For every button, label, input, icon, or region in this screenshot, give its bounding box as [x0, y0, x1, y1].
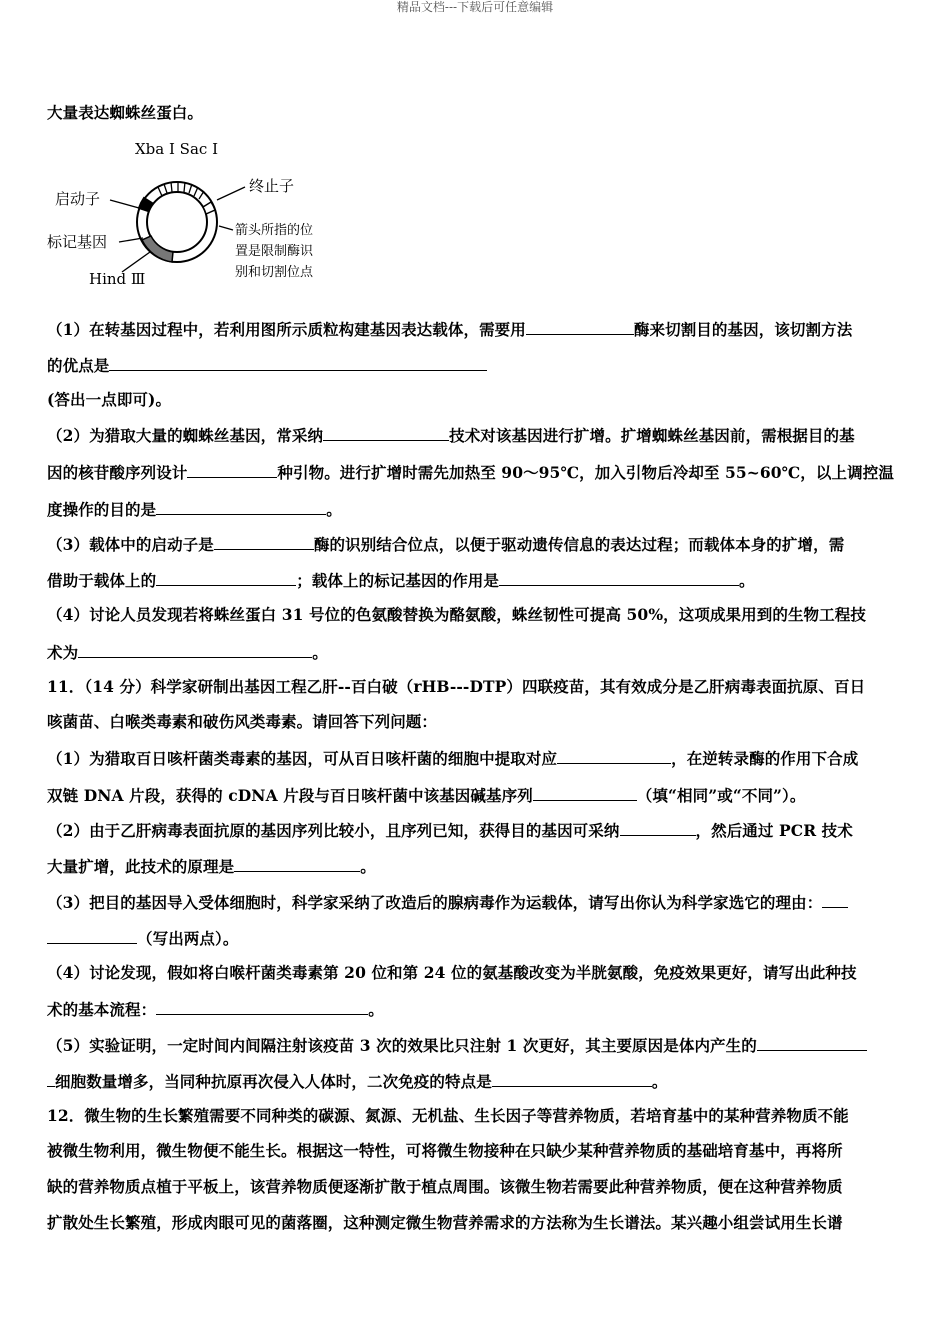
page-header: 精品文档---下载后可任意编辑 — [396, 0, 554, 14]
q11-p2-line1: （2）由于乙肝病毒表面抗原的基因序列比较小，且序列已知，获得目的基因可采纳 ，然后通过 PCR 技术 — [47, 821, 853, 840]
blank — [47, 1070, 55, 1087]
q10-p2-line1: （2）为猎取大量的蜘蛛丝基因，常采纳 技术对该基因进行扩增。扩增蜘蛛丝基因前，需根据目的基 — [47, 426, 855, 445]
q10-p1-line2: 的优点是 — [47, 354, 487, 377]
plasmid-diagram — [47, 134, 347, 294]
blank — [47, 927, 137, 944]
q10-p3-line1: （3）载体中的启动子是 酶的识别结合位点，以便于驱动遗传信息的表达过程；而载体本身的扩增，需 — [47, 535, 845, 554]
q11-p4-line2: 术的基本流程： 。 — [47, 1000, 384, 1019]
blank — [557, 747, 671, 764]
diagram-promoter-label: 启动子 — [55, 190, 101, 208]
blank — [499, 569, 739, 586]
intro-text: 大量表达蜘蛛丝蛋白。 — [47, 103, 204, 122]
q12-line2: 被微生物利用，微生物便不能生长。根据这一特性，可将微生物接种在只缺少某种营养物质的基础培育基中，再将所 — [47, 1141, 843, 1160]
diagram-terminator-label: 终止子 — [249, 177, 295, 195]
q10-p4-line2: 术为 。 — [47, 643, 328, 662]
diagram-note-2: 置是限制酶识 — [235, 244, 314, 259]
blank — [234, 855, 360, 872]
diagram-hind-label: Hind Ⅲ — [89, 270, 146, 288]
blank — [78, 641, 312, 658]
blank — [822, 891, 848, 908]
q11-p4-line1: （4）讨论发现，假如将白喉杆菌类毒素第 20 位和第 24 位的氨基酸改变为半胱氨酸，免疫效果更好，请写出此种技 — [47, 963, 857, 982]
diagram-enzymes-label: Xba I Sac I — [135, 140, 218, 158]
blank — [187, 461, 277, 478]
q10-p1-line1: （1）在转基因过程中，若利用图所示质粒构建基因表达载体，需要用 酶来切割目的基因，该切割方法 — [47, 320, 853, 339]
diagram-note-1: 箭头所指的位 — [235, 223, 314, 238]
q10-p1-line3: (答出一点即可)。 — [47, 390, 172, 409]
blank — [533, 784, 637, 801]
blank — [214, 533, 314, 550]
diagram-pointers — [110, 187, 245, 272]
q12-line3: 缺的营养物质点植于平板上，该营养物质便逐渐扩散于植点周围。该微生物若需要此种营养物质，便在这种营养物质 — [47, 1177, 843, 1196]
q10-p3-line2: 借助于载体上的 ；载体上的标记基因的作用是 。 — [47, 571, 755, 590]
diagram-marker-label: 标记基因 — [47, 233, 108, 251]
q12-line4: 扩散处生长繁殖，形成肉眼可见的菌落圈，这种测定微生物营养需求的方法称为生长谱法。某兴趣小组尝试用生长谱 — [47, 1213, 843, 1232]
q10-p2-line3: 度操作的目的是 。 — [47, 500, 342, 519]
q11-p1-line1: （1）为猎取百日咳杆菌类毒素的基因，可从百日咳杆菌的细胞中提取对应 ，在逆转录酶的作用下合成 — [47, 749, 859, 768]
q11-p5-line2: 细胞数量增多，当同种抗原再次侵入人体时，二次免疫的特点是 。 — [47, 1070, 667, 1093]
q11-p1-line2: 双链 DNA 片段，获得的 cDNA 片段与百日咳杆菌中该基因碱基序列 （填“相同”或“不同”）。 — [47, 786, 806, 805]
q11-p2-line2: 大量扩增，此技术的原理是 。 — [47, 857, 376, 876]
q12-line1: 12．微生物的生长繁殖需要不同种类的碳源、氮源、无机盐、生长因子等营养物质，若培育基中的某种营养物质不能 — [47, 1106, 849, 1125]
blank — [323, 424, 449, 441]
blank — [156, 569, 296, 586]
diagram-note-3: 别和切割位点 — [235, 265, 314, 280]
blank — [526, 318, 634, 335]
q11-p3-line1: （3）把目的基因导入受体细胞时，科学家采纳了改造后的腺病毒作为运载体，请写出你认为科学家选它的理由： — [47, 891, 848, 914]
q11-title-line2: 咳菌苗、白喉类毒素和破伤风类毒素。请回答下列问题： — [47, 712, 438, 731]
blank — [109, 354, 487, 371]
blank — [492, 1070, 652, 1087]
blank — [620, 819, 696, 836]
q11-p5-line1: （5）实验证明，一定时间内间隔注射该疫苗 3 次的效果比只注射 1 次更好，其主要原因是体内产生的 — [47, 1034, 867, 1057]
q11-title-line1: 11．（14 分）科学家研制出基因工程乙肝--百白破（rHB---DTP）四联疫苗，其有效成分是乙肝病毒表面抗原、百日 — [47, 677, 866, 696]
blank — [156, 998, 368, 1015]
blank — [757, 1034, 867, 1051]
q10-p2-line2: 因的核苷酸序列设计 种引物。进行扩增时需先加热至 90～95℃，加入引物后冷却至 55~60℃，以上调控温 — [47, 463, 894, 482]
q11-p3-line2: （写出两点）。 — [47, 927, 238, 950]
q10-p4-line1: （4）讨论人员发现若将蛛丝蛋白 31 号位的色氨酸替换为酪氨酸，蛛丝韧性可提高 50%，这项成果用到的生物工程技 — [47, 605, 866, 624]
blank — [156, 498, 326, 515]
